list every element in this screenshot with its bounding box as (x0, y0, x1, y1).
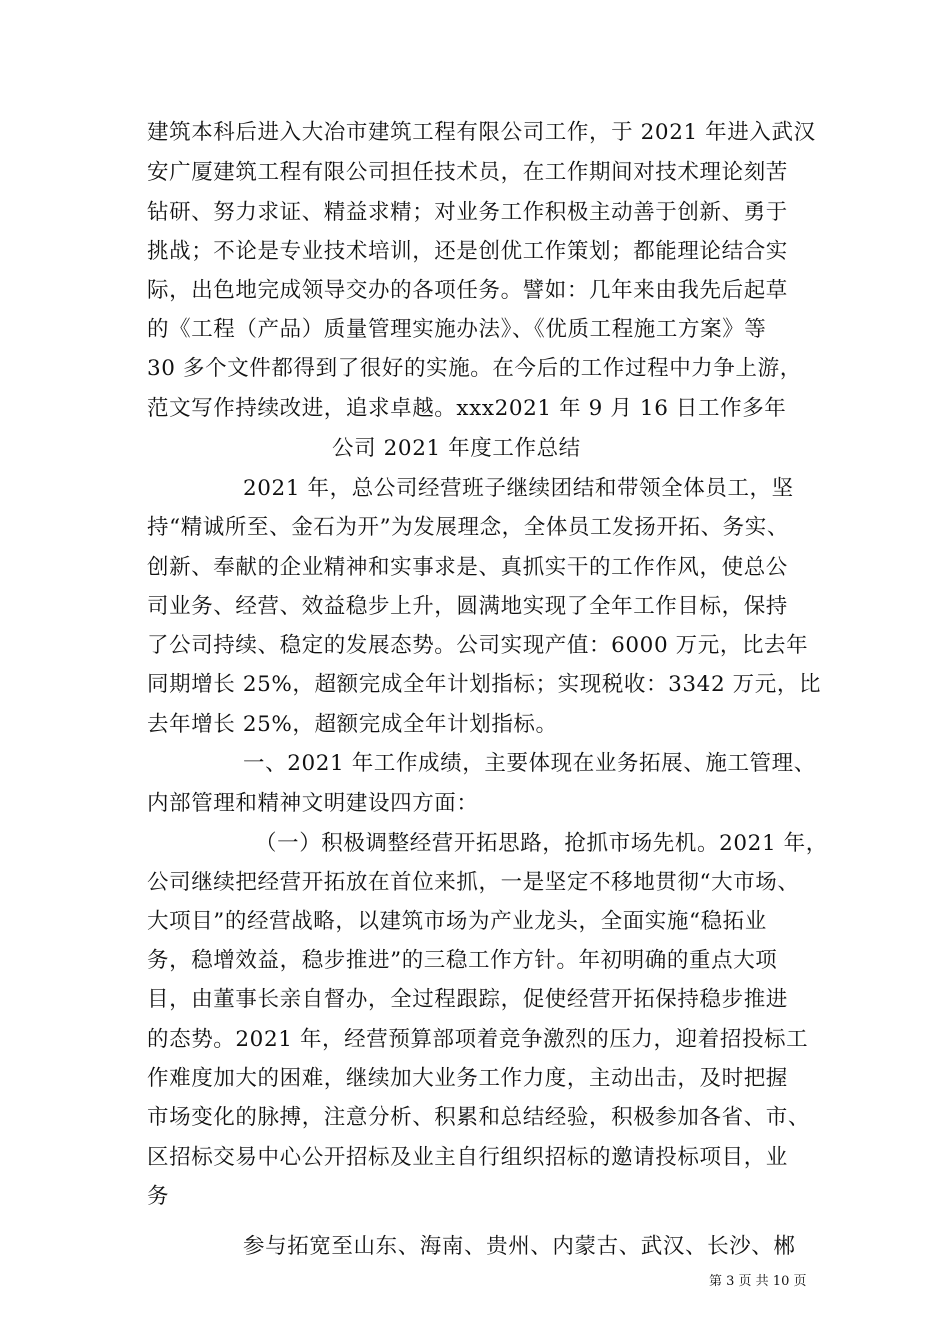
page-number-footer: 第 3 页 共 10 页 (709, 1274, 807, 1289)
paragraph-line: 2021 年，总公司经营班子继续团结和带领全体员工，坚 (243, 476, 794, 501)
paragraph-line: 同期增长 25%，超额完成全年计划指标；实现税收：3342 万元，比 (147, 672, 822, 697)
paragraph-line: 的《工程（产品）质量管理实施办法》、《优质工程施工方案》等 (147, 317, 767, 342)
paragraph-line: 挑战；不论是专业技术培训，还是创优工作策划；都能理论结合实 (147, 239, 788, 264)
paragraph-line: 持“精诚所至、金石为开”为发展理念，全体员工发扬开拓、务实、 (147, 515, 789, 540)
paragraph-line: 司业务、经营、效益稳步上升，圆满地实现了全年工作目标，保持 (147, 594, 788, 619)
paragraph-line: 参与拓宽至山东、海南、贵州、内蒙古、武汉、长沙、郴 (243, 1234, 796, 1259)
paragraph-line: 际，出色地完成领导交办的各项任务。譬如：几年来由我先后起草 (147, 278, 788, 303)
paragraph-line: 目，由董事长亲自督办，全过程跟踪，促使经营开拓保持稳步推进 (147, 987, 788, 1012)
paragraph-line: 作难度加大的困难，继续加大业务工作力度，主动出击，及时把握 (147, 1066, 788, 1091)
paragraph-line: 去年增长 25%，超额完成全年计划指标。 (147, 712, 558, 737)
section-heading: 一、2021 年工作成绩，主要体现在业务拓展、施工管理、 (243, 751, 816, 776)
section-heading: 内部管理和精神文明建设四方面： (147, 791, 479, 816)
paragraph-line: 大项目”的经营战略，以建筑市场为产业龙头，全面实施“稳拓业 (147, 909, 767, 934)
paragraph-line: 务，稳增效益，稳步推进”的三稳工作方针。年初明确的重点大项 (147, 948, 778, 973)
paragraph-line: 公司继续把经营开拓放在首位来抓，一是坚定不移地贯彻“大市场、 (147, 870, 800, 895)
paragraph-line: 建筑本科后进入大冶市建筑工程有限公司工作，于 2021 年进入武汉 (147, 120, 816, 145)
paragraph-line: 安广厦建筑工程有限公司担任技术员，在工作期间对技术理论刻苦 (147, 160, 788, 185)
paragraph-line: （一）积极调整经营开拓思路，抢抓市场先机。2021 年， (255, 831, 828, 856)
paragraph-line: 创新、奉献的企业精神和实事求是、真抓实干的工作作风，使总公 (147, 555, 788, 580)
paragraph-line: 了公司持续、稳定的发展态势。公司实现产值：6000 万元，比去年 (147, 633, 809, 658)
paragraph-line: 务 (147, 1184, 170, 1209)
paragraph-line: 的态势。2021 年，经营预算部项着竞争激烈的压力，迎着招投标工 (147, 1027, 809, 1052)
document-title: 公司 2021 年度工作总结 (332, 436, 581, 461)
paragraph-line: 范文写作持续改进，追求卓越。xxx2021 年 9 月 16 日工作多年 (147, 396, 787, 421)
paragraph-line: 30 多个文件都得到了很好的实施。在今后的工作过程中力争上游， (147, 356, 802, 381)
paragraph-line: 区招标交易中心公开招标及业主自行组织招标的邀请投标项目，业 (147, 1145, 788, 1170)
paragraph-line: 市场变化的脉搏，注意分析、积累和总结经验，积极参加各省、市、 (147, 1105, 811, 1130)
paragraph-line: 钻研、努力求证、精益求精；对业务工作积极主动善于创新、勇于 (147, 200, 788, 225)
